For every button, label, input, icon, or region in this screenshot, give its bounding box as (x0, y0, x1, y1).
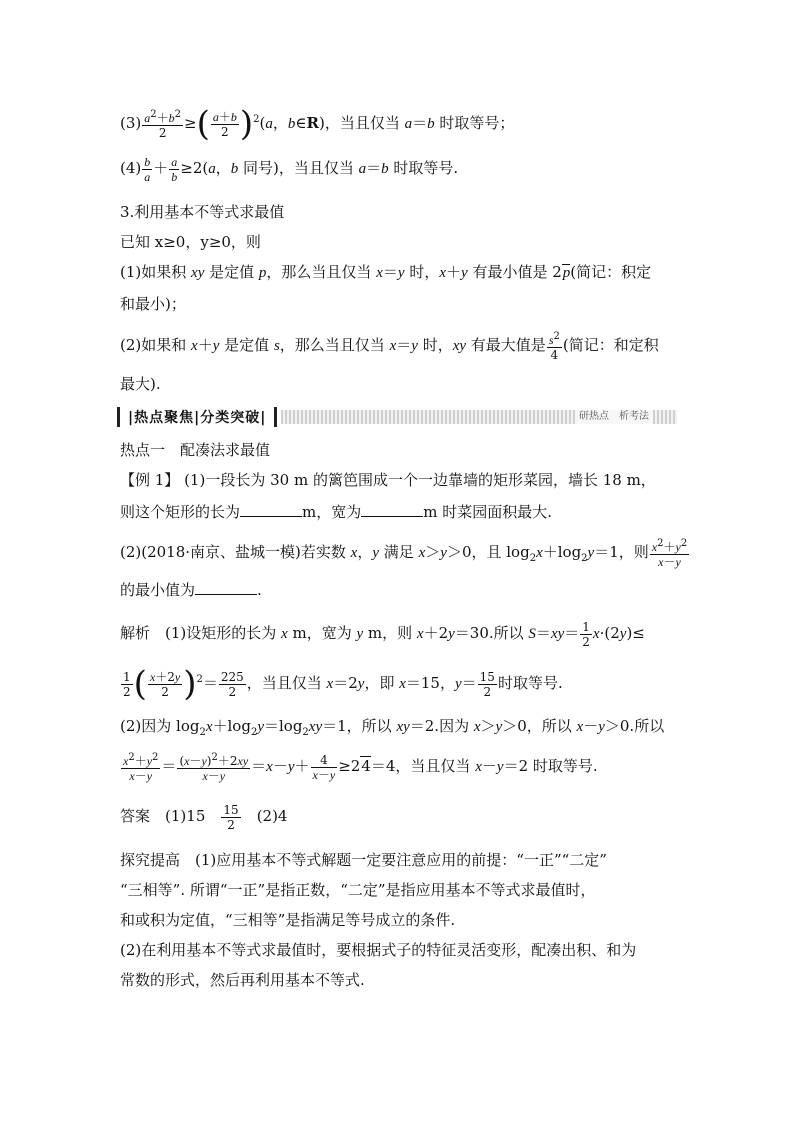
given-condition: 已知 x≥0，y≥0，则 (120, 233, 261, 251)
rule-2-line2: 最大). (120, 375, 161, 393)
explore-line5: 常数的形式，然后再利用基本不等式. (120, 971, 365, 989)
rule-2-line1: (2)如果和 x＋y 是定值 s，那么当且仅当 x＝y 时，xy 有最大值是 $\frac{s^2}{4}$ (简记：和定积 (120, 331, 659, 362)
answer-label: 答案 (120, 807, 151, 825)
solution-line3: (2)因为 $\log_2x+\log_2y=\log_2xy=1$，所以 xy＝2.因为 x＞y＞0，所以 x－y＞0.所以 (120, 717, 665, 738)
rule-1-line1: (1)如果积 xy 是定值 p，那么当且仅当 x＝y 时，x＋y 有最小值是 2p(简记：积定 (120, 263, 652, 281)
banner-title: |热点聚焦|分类突破| (117, 407, 277, 427)
answer-blank (195, 580, 257, 595)
rule-1-line2: 和最小)； (120, 295, 186, 313)
banner-bar (281, 410, 677, 424)
answer-line (120, 800, 287, 832)
inequality-4: (4) $\frac{b}{a}$ ＋ $\frac{a}{b}$ ≥2(a，b 同号)，当且仅当 a＝b 时取等号. (120, 154, 459, 184)
explore-line1 (120, 850, 607, 870)
section3-title: 3.利用基本不等式求最值 (120, 203, 285, 221)
explore-line2: “三相等”. 所谓“一正”是指正数，“二定”是指应用基本不等式求最值时， (120, 881, 596, 899)
answer-blank (240, 502, 302, 517)
example-1-line1: 【例 1】 (1)一段长为 30 m 的篱笆围成一个一边靠墙的矩形菜园，墙长 18 m， (120, 471, 656, 489)
solution-line2: $\frac{1}{2}$ ( $\frac{x+2y}{2}$ )$^2$＝ $\frac{225}{2}$ ，当且仅当 x＝2y，即 x＝15，y＝ $\frac{15}{2}$ 时取等号. (123, 664, 563, 704)
example-label: 【例 1】 (120, 471, 180, 489)
example-1-line2: 则这个矩形的长为 m，宽为 m 时菜园面积最大. (120, 503, 553, 521)
explore-text: (1)应用基本不等式解题一定要注意应用的前提：“一正”“二定” (195, 851, 607, 869)
answer-1b-den: 2 (227, 817, 235, 832)
example-1-part2-line1: (2)(2018·南京、盐城一模)若实数 x，y 满足 x＞y＞0，且 $\log_2x+\log_2y=1$，则 $\frac{x^2+y^2}{x-y}$ (120, 538, 688, 569)
solution-line4: $\frac{x^2+y^2}{x-y}$ ＝ $\frac{(x-y)^2+2xy}{x-y}$ ＝x－y＋ $\frac{4}{x-y}$ ≥24＝4，当且仅当 x－y＝2 时取等号. (123, 752, 598, 783)
example-1-part2-line2: 的最小值为 . (120, 581, 262, 599)
answer-1b-num: 15 (223, 802, 239, 817)
explore-line3: 和或积为定值，“三相等”是指满足等号成立的条件. (120, 911, 456, 929)
solution-line1: 解析 (1)设矩形的长为 x m，宽为 y m，则 x＋2y＝30.所以 S＝xy＝ $\frac{1}{2}$ x·(2y)≤ (120, 619, 645, 649)
explore-line4: (2)在利用基本不等式求最值时，要根据式子的特征灵活变形，配凑出积、和为 (120, 941, 637, 959)
explore-label: 探究提高 (120, 851, 181, 869)
answer-1a: (1)15 (165, 807, 206, 825)
hotspot-title: 热点一 配凑法求最值 (120, 441, 271, 459)
section-banner (117, 406, 677, 428)
inequality-3: (3) $\frac{a^2+b^2}{2}$ ≥( $\frac{a+b}{2}$ )$^2$(a，b∈R)，当且仅当 a＝b 时取等号； (120, 104, 515, 144)
banner-tag: 研热点 析考法 (575, 410, 653, 424)
answer-blank (361, 502, 423, 517)
answer-2: (2)4 (256, 807, 288, 825)
